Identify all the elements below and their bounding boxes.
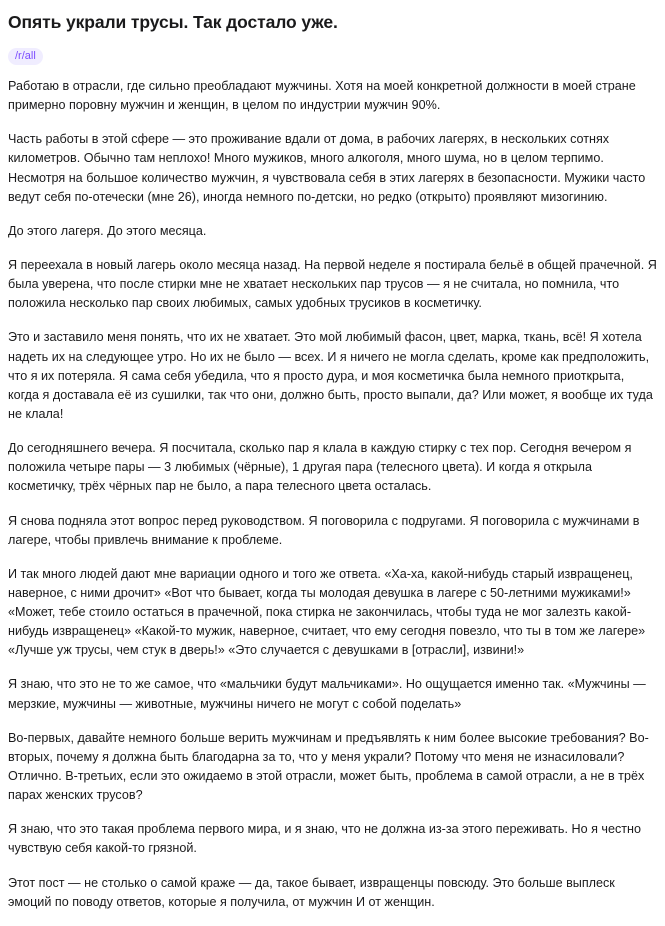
subreddit-link[interactable]: /r/all [8,48,43,65]
post-paragraph: До сегодняшнего вечера. Я посчитала, сколько пар я клала в каждую стирку с тех пор. Сегодня вечером я положила четыре пары — 3 любимых (чёрные), 1 другая пара (телесного цвета). И когда я открыла косметичку, трёх чёрных пар не было, а пара телесного цвета осталась. [8,441,632,494]
post-body [8,77,657,912]
post-paragraph: И так много людей дают мне вариации одного и того же ответа. «Ха-ха, какой-нибудь старый извращенец, наверное, с ними дрочит» «Вот что бывает, когда ты молодая девушка в лагере с 50-летними мужиками!» «Может, тебе стоило остаться в прачечной, пока стирка не закончилась, чтобы туда не мог залезть какой-нибудь извращенец» «Какой-то мужик, наверное, считает, что ему сегодня повезло, что ты в том же лагере» «Лучше уж трусы, чем стук в дверь!» «Это случается с девушками в [отрасли], извини!» [8,566,646,658]
post-paragraph: До этого лагеря. До этого месяца. [8,223,207,238]
post-paragraph: Часть работы в этой сфере — это проживание вдали от дома, в рабочих лагерях, в нескольких сотнях километров. Обычно там неплохо! Много мужиков, много алкоголя, много шума, но в целом терпимо. Несмотря на большое количество мужчин, я чувствовала себя в этих лагерях в безопасности. Мужики часто ведут себя по-отечески (мне 26), иногда немного по-детски, но редко (открыто) проявляют мизогинию. [8,132,646,204]
post-paragraph: Я переехала в новый лагерь около месяца назад. На первой неделе я постирала бельё в общей прачечной. Я была уверена, что после стирки мне не хватает нескольких пар трусов — я не считала, но помнила, что положила несколько пар своих любимых, самых удобных трусиков в косметичку. [8,257,657,311]
post-paragraph: Я снова подняла этот вопрос перед руководством. Я поговорила с подругами. Я поговорила с мужчинами в лагере, чтобы привлечь внимание к проблеме. [8,513,640,547]
page-title: Опять украли трусы. Так достало уже. [8,12,338,32]
post-paragraph: Я знаю, что это не то же самое, что «мальчики будут мальчиками». Но ощущается именно так. «Мужчины — мерзкие, мужчины — животные, мужчины ничего не могут с собой поделать» [8,677,646,711]
post-paragraph: Этот пост — не столько о самой краже — да, такое бывает, извращенцы повсюду. Это больше выплеск эмоций по поводу ответов, которые я получила, от мужчин И от женщин. [8,875,615,909]
subreddit-row [8,46,657,65]
post-paragraph: Я знаю, что это такая проблема первого мира, и я знаю, что не должна из-за этого переживать. Но я честно чувствую себя какой-то грязной. [8,822,641,856]
post-paragraph: Во-первых, давайте немного больше верить мужчинам и предъявлять к ним более высокие требования? Во-вторых, почему я должна быть благодарна за то, что у меня украли? Потому что меня не изнасиловали? Отлично. В-третьих, если это ожидаемо в этой отрасли, может быть, проблема в самой отрасли, а не в трёх парах женских трусов? [8,730,649,803]
post-paragraph: Работаю в отрасли, где сильно преобладают мужчины. Хотя на моей конкретной должности в моей стране примерно поровну мужчин и женщин, в целом по индустрии мужчин 90%. [8,78,636,113]
post-paragraph: Это и заставило меня понять, что их не хватает. Это мой любимый фасон, цвет, марка, ткань, всё! Я хотела надеть их на следующее утро. Но их не было — всех. И я ничего не могла сделать, кроме как предположить, что я их потеряла. Я сама себя убедила, что я просто дура, и моя косметичка была немного приоткрыта, когда я доставала её из сушилки, так что они, должно быть, просто выпали, да? Или может, я вообще их туда не клала! [8,330,653,421]
